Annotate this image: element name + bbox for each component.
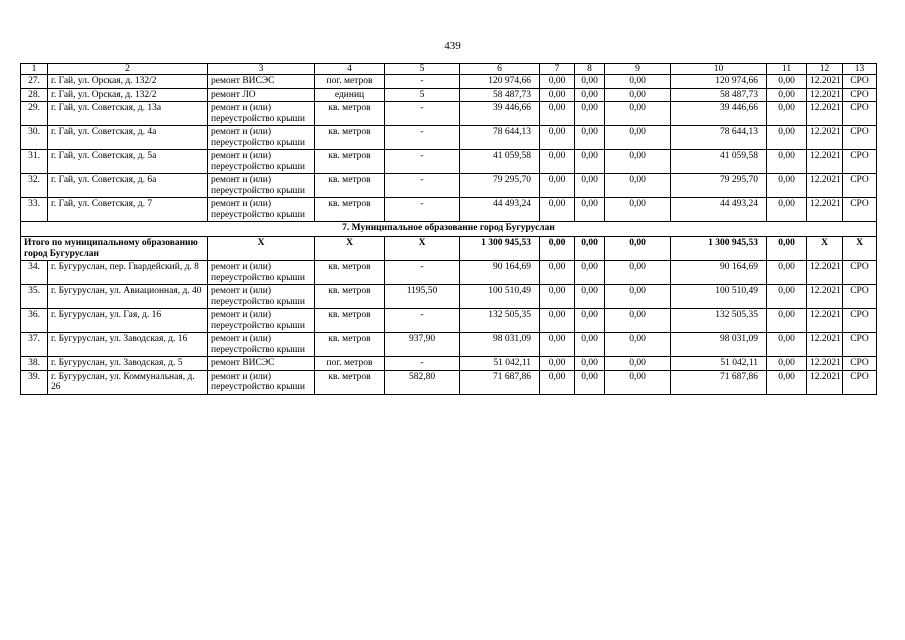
- col-7: 0,00: [540, 285, 575, 309]
- deadline: 12.2021: [807, 370, 843, 394]
- column-number-3: 3: [208, 64, 315, 75]
- unit: кв. метров: [315, 333, 385, 357]
- source: СРО: [843, 285, 877, 309]
- column-number-7: 7: [540, 64, 575, 75]
- col-10: 51 042,11: [671, 357, 767, 371]
- table-row: [21, 309, 877, 333]
- col-7: 0,00: [540, 370, 575, 394]
- col-8: 0,00: [575, 370, 605, 394]
- col-8: 0,00: [575, 357, 605, 371]
- col-7: 0,00: [540, 126, 575, 150]
- work-type: ремонт и (или) переустройство крыши: [208, 174, 315, 198]
- total-cost: 41 059,58: [460, 150, 540, 174]
- unit: кв. метров: [315, 102, 385, 126]
- table-row: [21, 357, 877, 371]
- row-number: 31.: [21, 150, 48, 174]
- total-cost: 100 510,49: [460, 285, 540, 309]
- work-type: ремонт и (или) переустройство крыши: [208, 261, 315, 285]
- col-9: 0,00: [605, 285, 671, 309]
- col-9: 0,00: [605, 102, 671, 126]
- total-cost: 51 042,11: [460, 357, 540, 371]
- quantity: -: [385, 357, 460, 371]
- unit: кв. метров: [315, 126, 385, 150]
- unit: единиц: [315, 88, 385, 102]
- quantity: -: [385, 150, 460, 174]
- total-cost: 90 164,69: [460, 261, 540, 285]
- address: г. Бугуруслан, ул. Заводская, д. 5: [48, 357, 208, 371]
- deadline: 12.2021: [807, 102, 843, 126]
- total-c13: X: [843, 237, 877, 261]
- address: г. Бугуруслан, ул. Гая, д. 16: [48, 309, 208, 333]
- col-10: 98 031,09: [671, 333, 767, 357]
- quantity: -: [385, 126, 460, 150]
- quantity: 937,90: [385, 333, 460, 357]
- table-row: [21, 88, 877, 102]
- column-number-13: 13: [843, 64, 877, 75]
- unit: кв. метров: [315, 174, 385, 198]
- col-11: 0,00: [767, 198, 807, 222]
- source: СРО: [843, 333, 877, 357]
- table-row: [21, 261, 877, 285]
- quantity: 1195,50: [385, 285, 460, 309]
- column-number-5: 5: [385, 64, 460, 75]
- col-8: 0,00: [575, 198, 605, 222]
- row-number: 36.: [21, 309, 48, 333]
- source: СРО: [843, 174, 877, 198]
- table-row: [21, 333, 877, 357]
- total-c10: 1 300 945,53: [671, 237, 767, 261]
- col-8: 0,00: [575, 126, 605, 150]
- row-number: 37.: [21, 333, 48, 357]
- deadline: 12.2021: [807, 261, 843, 285]
- deadline: 12.2021: [807, 126, 843, 150]
- quantity: -: [385, 174, 460, 198]
- col-9: 0,00: [605, 150, 671, 174]
- col-8: 0,00: [575, 88, 605, 102]
- work-type: ремонт и (или) переустройство крыши: [208, 126, 315, 150]
- col-9: 0,00: [605, 198, 671, 222]
- row-number: 39.: [21, 370, 48, 394]
- source: СРО: [843, 150, 877, 174]
- col-11: 0,00: [767, 261, 807, 285]
- column-number-9: 9: [605, 64, 671, 75]
- row-number: 32.: [21, 174, 48, 198]
- col-7: 0,00: [540, 198, 575, 222]
- total-c7: 0,00: [540, 237, 575, 261]
- row-number: 30.: [21, 126, 48, 150]
- col-9: 0,00: [605, 309, 671, 333]
- col-9: 0,00: [605, 88, 671, 102]
- col-7: 0,00: [540, 102, 575, 126]
- unit: кв. метров: [315, 285, 385, 309]
- col-11: 0,00: [767, 126, 807, 150]
- row-number: 29.: [21, 102, 48, 126]
- table-row: [21, 174, 877, 198]
- quantity: -: [385, 198, 460, 222]
- address: г. Гай, ул. Орская, д. 132/2: [48, 75, 208, 89]
- table-body: [21, 64, 877, 395]
- col-7: 0,00: [540, 174, 575, 198]
- total-c4: X: [315, 237, 385, 261]
- col-8: 0,00: [575, 261, 605, 285]
- col-11: 0,00: [767, 75, 807, 89]
- source: СРО: [843, 309, 877, 333]
- address: г. Гай, ул. Советская, д. 6а: [48, 174, 208, 198]
- col-10: 71 687,86: [671, 370, 767, 394]
- col-8: 0,00: [575, 285, 605, 309]
- column-number-2: 2: [48, 64, 208, 75]
- row-number: 35.: [21, 285, 48, 309]
- col-8: 0,00: [575, 174, 605, 198]
- work-type: ремонт и (или) переустройство крыши: [208, 198, 315, 222]
- total-label: Итого по муниципальному образованию город Бугуруслан: [21, 237, 208, 261]
- page-number: 439: [444, 40, 461, 52]
- deadline: 12.2021: [807, 174, 843, 198]
- row-number: 28.: [21, 88, 48, 102]
- unit: кв. метров: [315, 261, 385, 285]
- table-row: [21, 75, 877, 89]
- col-10: 39 446,66: [671, 102, 767, 126]
- column-number-11: 11: [767, 64, 807, 75]
- col-11: 0,00: [767, 150, 807, 174]
- col-11: 0,00: [767, 88, 807, 102]
- total-row: [21, 237, 877, 261]
- col-11: 0,00: [767, 174, 807, 198]
- total-cost: 79 295,70: [460, 174, 540, 198]
- source: СРО: [843, 370, 877, 394]
- deadline: 12.2021: [807, 75, 843, 89]
- source: СРО: [843, 75, 877, 89]
- col-10: 90 164,69: [671, 261, 767, 285]
- col-7: 0,00: [540, 357, 575, 371]
- work-type: ремонт и (или) переустройство крыши: [208, 150, 315, 174]
- address: г. Гай, ул. Орская, д. 132/2: [48, 88, 208, 102]
- work-type: ремонт и (или) переустройство крыши: [208, 309, 315, 333]
- quantity: -: [385, 261, 460, 285]
- table-row: [21, 102, 877, 126]
- col-11: 0,00: [767, 357, 807, 371]
- col-9: 0,00: [605, 126, 671, 150]
- source: СРО: [843, 102, 877, 126]
- quantity: -: [385, 75, 460, 89]
- column-number-10: 10: [671, 64, 767, 75]
- quantity: -: [385, 309, 460, 333]
- source: СРО: [843, 198, 877, 222]
- unit: кв. метров: [315, 309, 385, 333]
- col-10: 132 505,35: [671, 309, 767, 333]
- col-11: 0,00: [767, 102, 807, 126]
- work-type: ремонт и (или) переустройство крыши: [208, 285, 315, 309]
- row-number: 33.: [21, 198, 48, 222]
- col-9: 0,00: [605, 357, 671, 371]
- col-10: 58 487,73: [671, 88, 767, 102]
- col-10: 44 493,24: [671, 198, 767, 222]
- col-11: 0,00: [767, 285, 807, 309]
- source: СРО: [843, 357, 877, 371]
- total-cost: 39 446,66: [460, 102, 540, 126]
- col-11: 0,00: [767, 333, 807, 357]
- col-10: 41 059,58: [671, 150, 767, 174]
- col-11: 0,00: [767, 370, 807, 394]
- row-number: 38.: [21, 357, 48, 371]
- work-type: ремонт ВИСЭС: [208, 357, 315, 371]
- address: г. Бугуруслан, пер. Гвардейский, д. 8: [48, 261, 208, 285]
- total-c8: 0,00: [575, 237, 605, 261]
- unit: пог. метров: [315, 75, 385, 89]
- deadline: 12.2021: [807, 88, 843, 102]
- quantity: 5: [385, 88, 460, 102]
- section-title: 7. Муниципальное образование город Бугуруслан: [21, 222, 877, 237]
- total-cost: 58 487,73: [460, 88, 540, 102]
- quantity: -: [385, 102, 460, 126]
- total-cost: 120 974,66: [460, 75, 540, 89]
- quantity: 582,80: [385, 370, 460, 394]
- address: г. Бугуруслан, ул. Коммунальная, д. 26: [48, 370, 208, 394]
- unit: пог. метров: [315, 357, 385, 371]
- address: г. Гай, ул. Советская, д. 13а: [48, 102, 208, 126]
- work-type: ремонт ЛО: [208, 88, 315, 102]
- work-type: ремонт ВИСЭС: [208, 75, 315, 89]
- col-7: 0,00: [540, 261, 575, 285]
- total-total: 1 300 945,53: [460, 237, 540, 261]
- row-number: 27.: [21, 75, 48, 89]
- col-9: 0,00: [605, 333, 671, 357]
- col-8: 0,00: [575, 309, 605, 333]
- deadline: 12.2021: [807, 198, 843, 222]
- total-cost: 98 031,09: [460, 333, 540, 357]
- col-9: 0,00: [605, 174, 671, 198]
- source: СРО: [843, 126, 877, 150]
- col-9: 0,00: [605, 370, 671, 394]
- total-cost: 44 493,24: [460, 198, 540, 222]
- col-7: 0,00: [540, 150, 575, 174]
- column-number-6: 6: [460, 64, 540, 75]
- column-number-1: 1: [21, 64, 48, 75]
- table-row: [21, 285, 877, 309]
- col-9: 0,00: [605, 261, 671, 285]
- address: г. Гай, ул. Советская, д. 5а: [48, 150, 208, 174]
- col-10: 79 295,70: [671, 174, 767, 198]
- deadline: 12.2021: [807, 285, 843, 309]
- col-10: 100 510,49: [671, 285, 767, 309]
- col-10: 78 644,13: [671, 126, 767, 150]
- col-7: 0,00: [540, 75, 575, 89]
- total-c9: 0,00: [605, 237, 671, 261]
- unit: кв. метров: [315, 198, 385, 222]
- table-row: [21, 150, 877, 174]
- section-title-row: [21, 222, 877, 237]
- total-c11: 0,00: [767, 237, 807, 261]
- col-7: 0,00: [540, 309, 575, 333]
- row-number: 34.: [21, 261, 48, 285]
- column-number-12: 12: [807, 64, 843, 75]
- source: СРО: [843, 261, 877, 285]
- col-8: 0,00: [575, 102, 605, 126]
- col-11: 0,00: [767, 309, 807, 333]
- table-row: [21, 370, 877, 394]
- source: СРО: [843, 88, 877, 102]
- deadline: 12.2021: [807, 357, 843, 371]
- col-8: 0,00: [575, 75, 605, 89]
- address: г. Бугуруслан, ул. Авиационная, д. 40: [48, 285, 208, 309]
- col-8: 0,00: [575, 150, 605, 174]
- address: г. Бугуруслан, ул. Заводская, д. 16: [48, 333, 208, 357]
- column-number-4: 4: [315, 64, 385, 75]
- total-c3: X: [208, 237, 315, 261]
- deadline: 12.2021: [807, 150, 843, 174]
- unit: кв. метров: [315, 370, 385, 394]
- total-cost: 78 644,13: [460, 126, 540, 150]
- work-type: ремонт и (или) переустройство крыши: [208, 102, 315, 126]
- column-number-header: [21, 64, 877, 75]
- total-c5: X: [385, 237, 460, 261]
- total-cost: 71 687,86: [460, 370, 540, 394]
- unit: кв. метров: [315, 150, 385, 174]
- address: г. Гай, ул. Советская, д. 4а: [48, 126, 208, 150]
- total-cost: 132 505,35: [460, 309, 540, 333]
- address: г. Гай, ул. Советская, д. 7: [48, 198, 208, 222]
- col-7: 0,00: [540, 88, 575, 102]
- work-type: ремонт и (или) переустройство крыши: [208, 333, 315, 357]
- repair-schedule-table: [20, 63, 877, 395]
- total-c12: X: [807, 237, 843, 261]
- deadline: 12.2021: [807, 333, 843, 357]
- col-10: 120 974,66: [671, 75, 767, 89]
- work-type: ремонт и (или) переустройство крыши: [208, 370, 315, 394]
- table-row: [21, 126, 877, 150]
- col-7: 0,00: [540, 333, 575, 357]
- col-9: 0,00: [605, 75, 671, 89]
- table-row: [21, 198, 877, 222]
- column-number-8: 8: [575, 64, 605, 75]
- col-8: 0,00: [575, 333, 605, 357]
- deadline: 12.2021: [807, 309, 843, 333]
